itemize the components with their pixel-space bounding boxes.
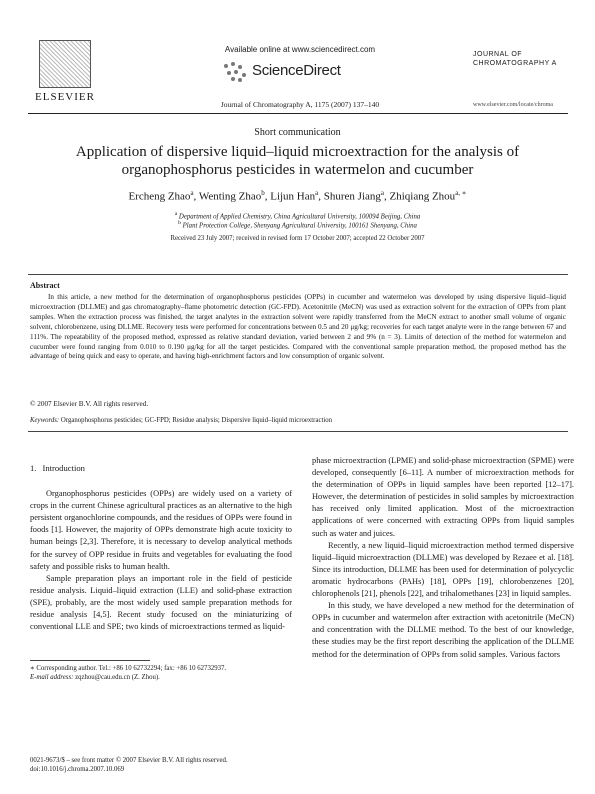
journal-logo (473, 50, 573, 108)
author-affiliation-marker: a (380, 189, 384, 197)
author-name: Lijun Han (270, 190, 316, 203)
keywords (30, 417, 566, 424)
paragraph: Sample preparation plays an important role in the field of pesticide residue analysis. Liquid–liquid extraction (LLE) and solid-phase extraction (SPE), probably, are the most widely used sample preparation methods for residue analysis [4,5]. Recent study focused on the miniaturizing of conventional LLE and SPE; two kinds of microextractions termed as liquid- (30, 573, 292, 632)
keywords-label: Keywords: (30, 417, 60, 424)
keywords-list: Organophosphorus pesticides; GC-FPD; Residue analysis; Dispersive liquid–liquid microextraction (60, 417, 333, 424)
sciencedirect-logo (222, 60, 362, 84)
corresponding-author: ∗ Corresponding author. Tel.: +86 10 62732294; fax: +86 10 62732937. (30, 665, 227, 672)
article-dates: Received 23 July 2007; received in revised form 17 October 2007; accepted 22 October 2007 (170, 235, 425, 242)
paragraph: Recently, a new liquid–liquid microextraction method termed dispersive liquid–liquid microextraction (DLLME) was developed by Rezaee et al. [18]. Since its introduction, DLLME has been used for determination of polycyclic aromatic hydrocarbons (PAHs) [18], OPPs [19], chlorobenzenes [20], chlorophenols [21], phenols [22], and trihalomethanes [23] in liquid samples. (312, 540, 574, 599)
publisher-name: ELSEVIER (35, 91, 95, 103)
paragraph: phase microextraction (LPME) and solid-phase microextraction (SPME) were developed, consequently [6–11]. A number of microextraction methods for the determination of OPPs in liquid samples have been reported [12–17]. However, the determination of pesticides in solid samples by microextraction has received only limited application. Most of the microextraction applications of were concerned with extracting OPPs from liquid samples such as water and juices. (312, 456, 574, 538)
affiliation-text: Department of Applied Chemistry, China Agricultural University, 100094 Beijing, China (178, 213, 421, 221)
abstract-copyright: © 2007 Elsevier B.V. All rights reserved. (30, 400, 149, 408)
article-type: Short communication (254, 127, 341, 138)
header-divider (28, 113, 568, 114)
dots-logo-icon (222, 62, 250, 82)
issn-line: 0021-9673/$ – see front matter © 2007 Elsevier B.V. All rights reserved. (30, 757, 228, 764)
left-column (30, 462, 292, 633)
abstract-divider-top (28, 274, 568, 275)
affiliation-b (40, 220, 555, 229)
abstract-body: In this article, a new method for the determination of organophosphorus pesticides (OPPs) in cucumber and watermelon was developed by using dispersive liquid–liquid microextraction (DLLME) and gas chromatography–flame photometric detection (GC-FPD). Acetonitrile (MeCN) was used as extraction solvent for the extraction of OPPs from plant samples. When the extraction process was finished, the target analytes in the extraction solvent were rapidly transferred from the MeCN extract to another small volume of organic solvent, chlorobenzene, using DLLME. Recovery tests were performed for concentrations between 0.5 and 20 μg/kg; recoveries for each target analyte were in the range between 67 and 111%. The repeatability of the proposed method, expressed as relative standard deviation, varied between 2 and 9% (n = 3). Limits of detection of the method for watermelon and cucumber were found ranging from 0.010 to 0.190 μg/kg for all the target pesticides. Compared with the conventional sample preparation method, the proposed method has the advantage of being quick and easy to operate, and having high-enrichment factors and low consumption of organic solvent. (30, 293, 566, 361)
article-title: Application of dispersive liquid–liquid microextraction for the analysis of organophosphorus pesticides in watermelon and cucumber (75, 144, 520, 178)
paragraph: Organophosphorus pesticides (OPPs) are widely used on a variety of crops in the current Chinese agricultural practices as an alternative to the high persistent organochlorine compounds, and the residues of OPPs were found in foods [1]. However, the majority of OPPs demonstrate high acute toxicity to human beings [2,3]. Therefore, it is necessary to develop analytical methods for the survey of OPP residue in fruits and vegetables for evaluating the food safety and possible risks to human health. (30, 489, 292, 571)
journal-name-line1: JOURNAL OF (473, 51, 523, 58)
journal-reference: Journal of Chromatography A, 1175 (2007) 137–140 (220, 100, 380, 109)
tree-logo-icon (39, 40, 91, 88)
page-footer (30, 756, 330, 774)
affiliation-a (40, 211, 555, 220)
email-label: E-mail address: (30, 674, 74, 681)
doi-link[interactable]: doi:10.1016/j.chroma.2007.10.069 (30, 766, 125, 773)
publisher-logo (30, 40, 100, 108)
author-affiliation-marker: a, ∗ (455, 189, 467, 197)
email-link[interactable]: zqzhou@cau.edu.cn (Z. Zhou). (75, 674, 160, 681)
journal-url[interactable]: www.elsevier.com/locate/chroma (473, 102, 553, 108)
author-affiliation-marker: a (315, 189, 319, 197)
available-online-text: Available online at www.sciencedirect.com (224, 45, 376, 54)
author-name: Shuren Jiang (323, 190, 381, 203)
sciencedirect-brand: ScienceDirect (252, 62, 341, 79)
footnote-divider (30, 660, 150, 661)
abstract-heading: Abstract (30, 281, 60, 290)
abstract-divider-bottom (28, 431, 568, 432)
author-name: Wenting Zhao (198, 190, 262, 203)
affiliation-text: Plant Protection College, Shenyang Agricultural University, 100161 Shenyang, China (182, 222, 417, 230)
author-name: Zhiqiang Zhou (389, 190, 456, 203)
section-title: Introduction (42, 463, 85, 473)
author-name: Ercheng Zhao (128, 190, 191, 203)
paragraph: In this study, we have developed a new method for the determination of OPPs in cucumber and watermelon after extraction with acetonitrile (MeCN) and concentration with the DLLME method. To the best of our knowledge, these studies may be the first report describing the application of the DLLME method for the determination of OPPs from solid samples. Various factors (312, 601, 574, 659)
section-heading (30, 462, 292, 474)
affiliation-marker: a (174, 211, 178, 217)
section-number: 1. (30, 463, 37, 473)
author-list: Ercheng Zhao$^a$, Wenting Zhao$^b$, Lijun Han$^a$, Shuren Jiang$^a$, Zhiqiang Zhou$^{a, ∗}$ (128, 189, 467, 203)
affiliation-marker: b (178, 220, 181, 226)
author-affiliation-marker: b (261, 189, 265, 197)
footnote (30, 664, 292, 682)
journal-name-line2: CHROMATOGRAPHY A (473, 60, 557, 67)
author-affiliation-marker: a (190, 189, 194, 197)
right-column (312, 455, 574, 661)
